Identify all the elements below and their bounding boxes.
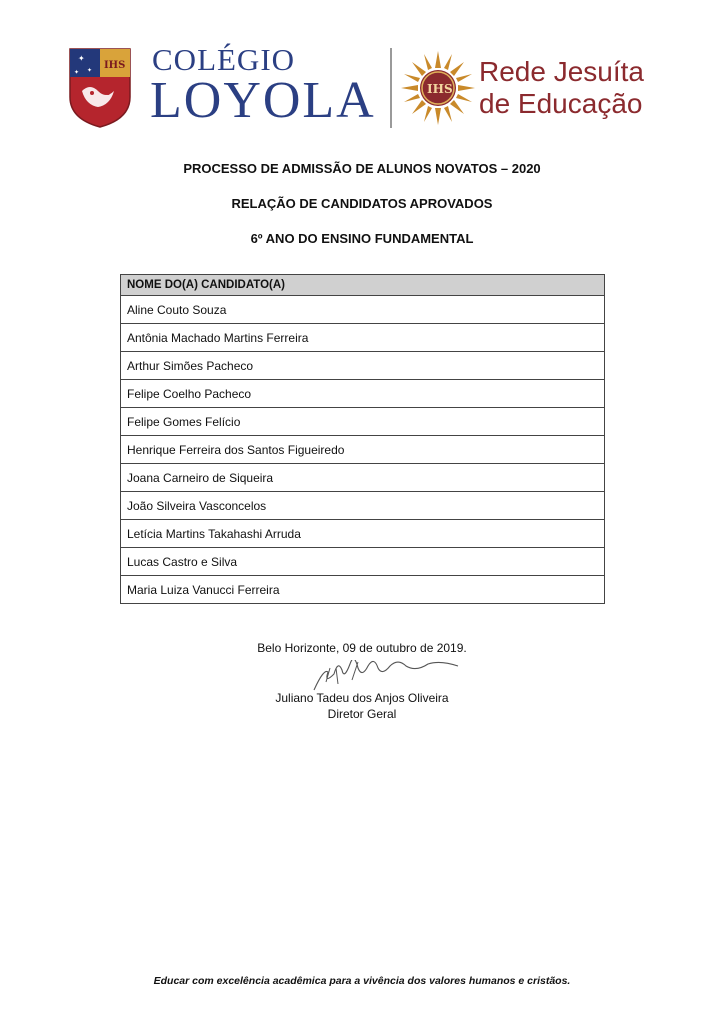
signer-role: Diretor Geral: [327, 707, 397, 721]
place-and-date: Belo Horizonte, 09 de outubro de 2019.: [257, 641, 467, 655]
table-row: [121, 380, 605, 408]
loyola-crest-logo: [68, 47, 132, 129]
candidate-name: Letícia Martins Takahashi Arruda: [121, 520, 605, 548]
network-name-line1: Rede Jesuíta: [479, 56, 644, 87]
table-row: [121, 436, 605, 464]
approved-candidates-table: [120, 274, 605, 604]
table-row: [121, 520, 605, 548]
svg-text:IHS: IHS: [427, 82, 453, 96]
document-subtitle: RELAÇÃO DE CANDIDATOS APROVADOS: [231, 196, 493, 211]
candidate-name: Arthur Simões Pacheco: [121, 352, 605, 380]
grade-heading: 6º ANO DO ENSINO FUNDAMENTAL: [250, 231, 474, 246]
footer-motto: Educar com excelência acadêmica para a vivência dos valores humanos e cristãos.: [153, 975, 571, 987]
svg-text:✦: ✦: [74, 69, 80, 76]
header-divider: [390, 48, 392, 128]
school-name-line2: LOYOLA: [150, 72, 376, 129]
network-name-line2: de Educação: [479, 88, 643, 119]
svg-text:✦: ✦: [78, 54, 85, 63]
candidate-name: Felipe Gomes Felício: [121, 408, 605, 436]
table-row: [121, 548, 605, 576]
table-row: [121, 492, 605, 520]
letterhead: [66, 42, 666, 132]
candidate-name: Lucas Castro e Silva: [121, 548, 605, 576]
candidate-name: Henrique Ferreira dos Santos Figueiredo: [121, 436, 605, 464]
candidate-name: Joana Carneiro de Siqueira: [121, 464, 605, 492]
jesuit-sun-logo: [400, 50, 476, 126]
table-row: [121, 352, 605, 380]
candidate-name: Aline Couto Souza: [121, 296, 605, 324]
table-row: [121, 296, 605, 324]
document-title: PROCESSO DE ADMISSÃO DE ALUNOS NOVATOS – 2020: [183, 161, 541, 176]
table-header-row: [121, 275, 605, 296]
svg-text:✦: ✦: [87, 67, 93, 74]
school-name-line1: COLÉGIO: [152, 42, 296, 77]
table-row: [121, 576, 605, 604]
column-header-name: NOME DO(A) CANDIDATO(A): [121, 275, 605, 296]
candidate-name: Maria Luiza Vanucci Ferreira: [121, 576, 605, 604]
candidate-name: Felipe Coelho Pacheco: [121, 380, 605, 408]
candidate-name: Antônia Machado Martins Ferreira: [121, 324, 605, 352]
table-row: [121, 324, 605, 352]
signer-name: Juliano Tadeu dos Anjos Oliveira: [275, 691, 449, 705]
table-row: [121, 464, 605, 492]
candidate-name: João Silveira Vasconcelos: [121, 492, 605, 520]
svg-text:IHS: IHS: [104, 60, 126, 71]
table-row: [121, 408, 605, 436]
